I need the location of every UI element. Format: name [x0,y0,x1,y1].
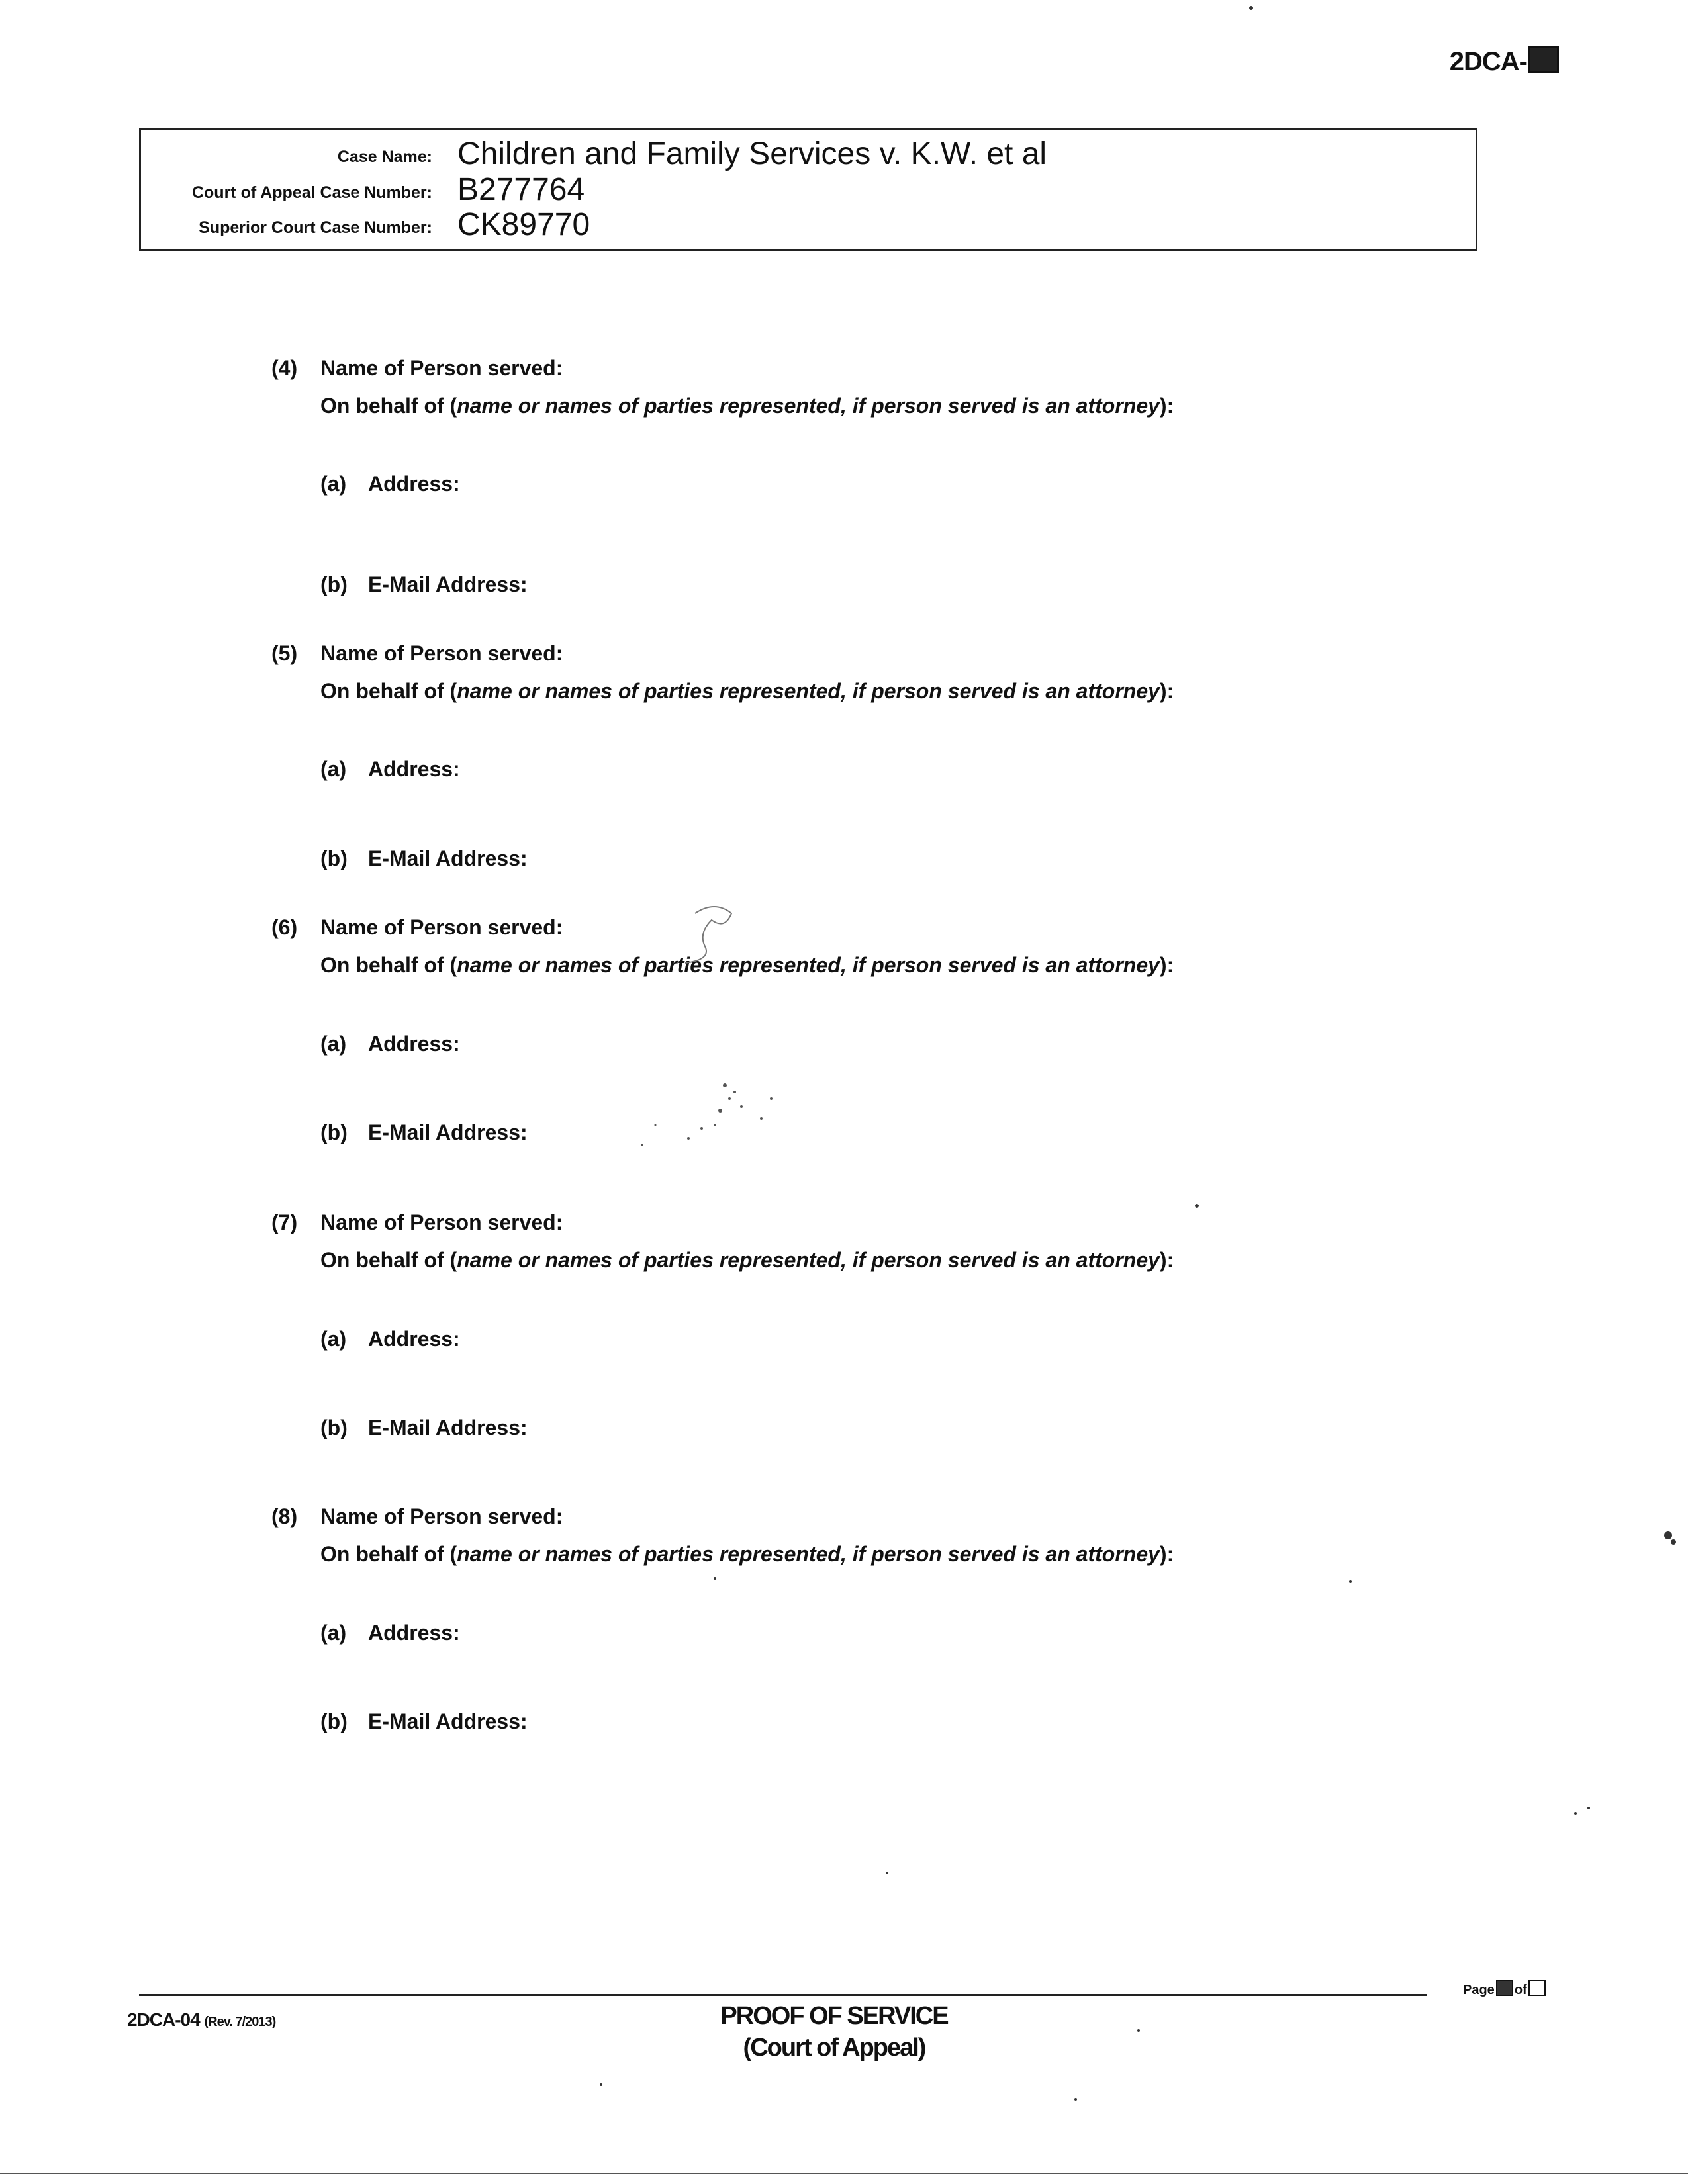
form-number: 2DCA-04 [127,2009,200,2030]
appeal-number-row [141,173,1476,208]
email-letter: (b) [320,572,348,596]
on-behalf-of-label: On behalf of (name or names of parties represented, if person served is an attorney): [320,394,1174,418]
form-code-box [1528,46,1559,73]
address-letter: (a) [320,1032,347,1056]
email-letter: (b) [320,1709,348,1733]
on-behalf-of-label: On behalf of (name or names of parties represented, if person served is an attorney): [320,1542,1174,1566]
page-label: Page [1463,1983,1495,1997]
footer-title-line2: (Court of Appeal) [743,2034,925,2062]
email-label: E-Mail Address: [368,572,528,596]
footer-title-line1: PROOF OF SERVICE [720,2002,948,2030]
email-label: E-Mail Address: [368,846,528,870]
appeal-number-label: Court of Appeal Case Number: [191,183,432,202]
footer-form-number [127,2009,275,2030]
name-of-person-label: Name of Person served: [320,356,563,380]
superior-number-row [141,208,1476,243]
appeal-number-value: B277764 [457,172,585,207]
email-label: E-Mail Address: [368,1709,528,1733]
address-label: Address: [368,1621,460,1645]
scan-smudge [641,1083,773,1146]
case-name-value: Children and Family Services v. K.W. et al [457,136,1047,171]
entry-number: (7) [271,1210,298,1234]
page-number-box [1496,1980,1513,1996]
on-behalf-of-label: On behalf of (name or names of parties represented, if person served is an attorney): [320,679,1174,703]
address-label: Address: [368,1032,460,1056]
page-total-box [1528,1980,1546,1996]
case-name-row [141,138,1476,172]
case-info-box [139,128,1477,251]
case-name-label: Case Name: [337,148,432,166]
page-bottom-edge [0,2173,1688,2174]
email-letter: (b) [320,846,348,870]
entry-number: (8) [271,1504,298,1528]
scan-specks [600,6,1676,2101]
form-code-text: 2DCA- [1449,47,1527,76]
superior-number-label: Superior Court Case Number: [199,218,432,237]
email-label: E-Mail Address: [368,1120,528,1144]
address-letter: (a) [320,1327,347,1351]
address-letter: (a) [320,472,347,496]
address-label: Address: [368,472,460,496]
entry-number: (6) [271,915,298,939]
form-revision: (Rev. 7/2013) [204,2015,276,2029]
footer-title [695,2000,973,2064]
email-letter: (b) [320,1120,348,1144]
page-indicator [1463,1980,1547,1998]
address-letter: (a) [320,757,347,781]
name-of-person-label: Name of Person served: [320,641,563,665]
footer-rule [139,1994,1427,1996]
address-label: Address: [368,757,460,781]
entry-number: (4) [271,356,298,380]
name-of-person-label: Name of Person served: [320,1210,563,1234]
address-letter: (a) [320,1621,347,1645]
form-code [1450,46,1559,77]
on-behalf-of-label: On behalf of (name or names of parties represented, if person served is an attorney): [320,953,1174,977]
page-of-label: of [1514,1983,1527,1997]
entry-number: (5) [271,641,298,665]
address-label: Address: [368,1327,460,1351]
email-letter: (b) [320,1416,348,1439]
email-label: E-Mail Address: [368,1416,528,1439]
name-of-person-label: Name of Person served: [320,915,563,939]
name-of-person-label: Name of Person served: [320,1504,563,1528]
on-behalf-of-label: On behalf of (name or names of parties represented, if person served is an attorney): [320,1248,1174,1272]
superior-number-value: CK89770 [457,207,590,242]
